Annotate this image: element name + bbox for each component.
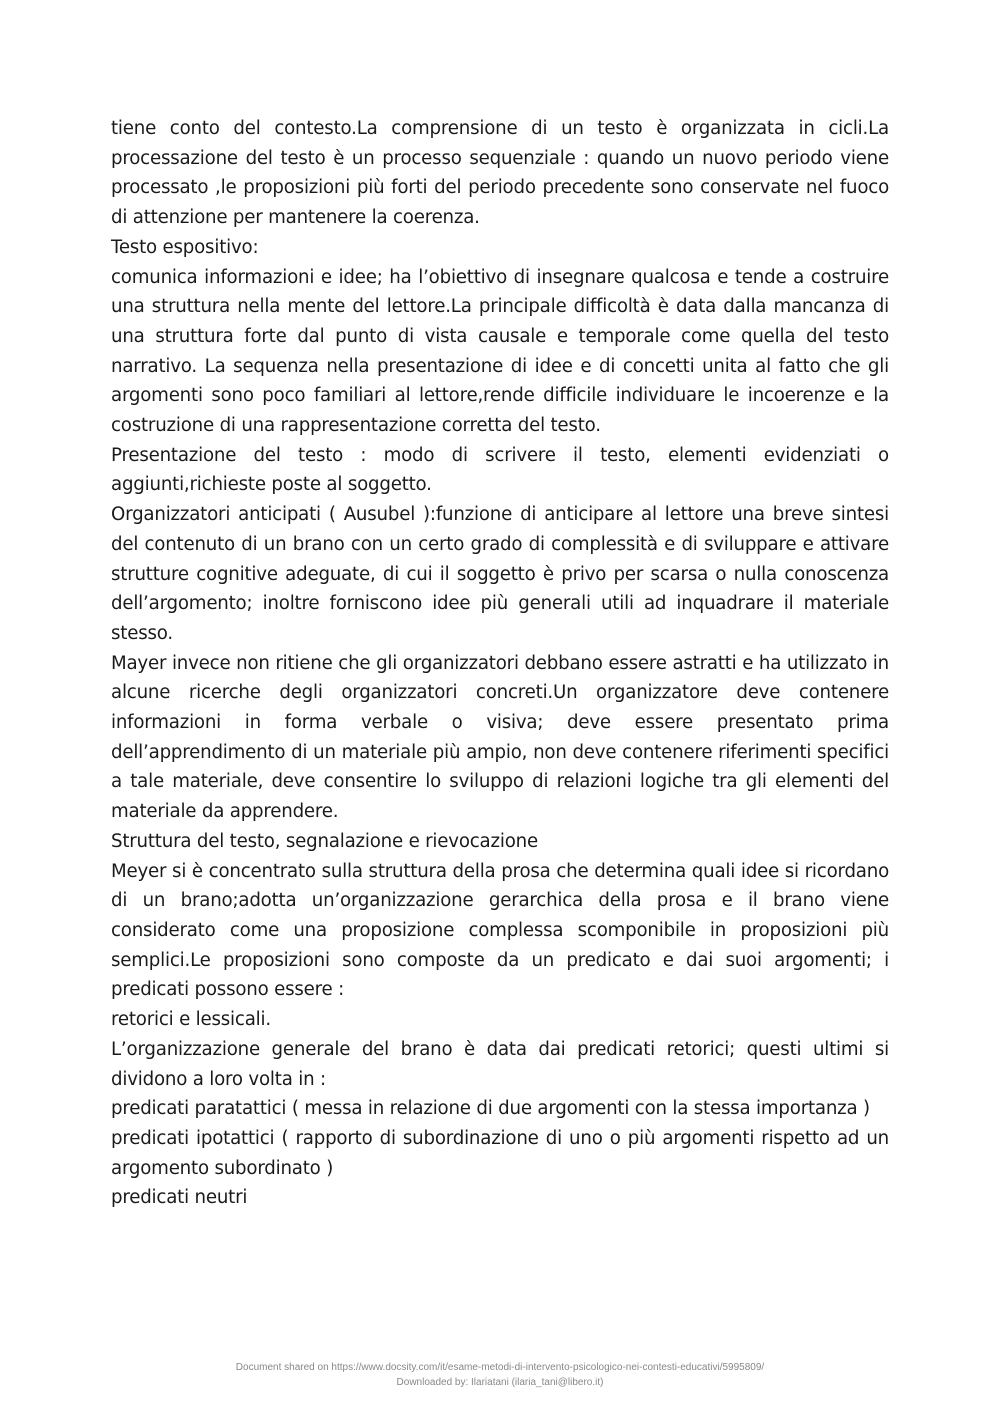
heading-text-structure: Struttura del testo, segnalazione e rievocazione xyxy=(111,830,538,852)
paragraph-text-presentation: Presentazione del testo : modo di scrivere il testo, elementi evidenziati o aggiunti,richieste poste al soggetto. xyxy=(111,444,889,496)
list-item-paratactic: predicati paratattici ( messa in relazione di due argomenti con la stessa importanza ) xyxy=(111,1098,870,1120)
heading-expository-text: Testo espositivo: xyxy=(111,236,259,258)
paragraph-mayer: Mayer invece non ritiene che gli organizzatori debbano essere astratti e ha utilizzato in alcune ricerche degli organizzatori concreti.Un organizzatore deve contenere informazioni in forma verbale o visiva; deve essere presentato prima dell’apprendimento di un materiale più ampio, non deve contenere riferimenti specifici a tale materiale, deve consentire lo sviluppo di relazioni logiche tra gli elementi del materiale da apprendere. xyxy=(111,652,889,823)
list-item-hypotactic: predicati ipotattici ( rapporto di subordinazione di uno o più argomenti rispetto ad un argomento subordinato ) xyxy=(111,1127,889,1179)
page-footer xyxy=(0,1360,1000,1390)
footer-downloaded-by: Downloaded by: Ilariatani (ilaria_tani@libero.it) xyxy=(396,1377,604,1388)
list-item-neutral: predicati neutri xyxy=(111,1187,248,1209)
paragraph-meyer: Meyer si è concentrato sulla struttura della prosa che determina quali idee si ricordano di un brano;adotta un’organizzazione gerarchica della prosa e il brano viene considerato come una proposizione complessa scomponibile in proposizioni più semplici.Le proposizioni sono composte da un predicato e dai suoi argomenti; i predicati possono essere : xyxy=(111,860,889,1001)
paragraph-general-organization: L’organizzazione generale del brano è data dai predicati retorici; questi ultimi si dividono a loro volta in : xyxy=(111,1038,889,1090)
paragraph-expository-text: comunica informazioni e idee; ha l’obiettivo di insegnare qualcosa e tende a costruire una struttura nella mente del lettore.La principale difficoltà è data dalla mancanza di una struttura forte dal punto di vista causale e temporale come quella del testo narrativo. La sequenza nella presentazione di idee e di concetti unita al fatto che gli argomenti sono poco familiari al lettore,rende difficile individuare le incoerenze e la costruzione di una rappresentazione corretta del testo. xyxy=(111,266,889,437)
document-body xyxy=(111,114,889,1213)
paragraph-rhetorical-lexical: retorici e lessicali. xyxy=(111,1009,271,1031)
paragraph-advance-organizers: Organizzatori anticipati ( Ausubel ):funzione di anticipare al lettore una breve sintesi del contenuto di un brano con un certo grado di complessità e di sviluppare e attivare strutture cognitive adeguate, di cui il soggetto è privo per scarsa o nulla conoscenza dell’argomento; inoltre forniscono idee più generali utili ad inquadrare il materiale stesso. xyxy=(111,504,889,644)
paragraph-comprehension-cycles: tiene conto del contesto.La comprensione di un testo è organizzata in cicli.La processazione del testo è un processo sequenziale : quando un nuovo periodo viene processato ,le proposizioni più forti del periodo precedente sono conservate nel fuoco di attenzione per mantenere la coerenza. xyxy=(111,118,889,229)
footer-shared-link[interactable]: Document shared on https://www.docsity.com/it/esame-metodi-di-intervento-psicologico-nei-contesti-educativi/5995809/ xyxy=(235,1362,765,1373)
